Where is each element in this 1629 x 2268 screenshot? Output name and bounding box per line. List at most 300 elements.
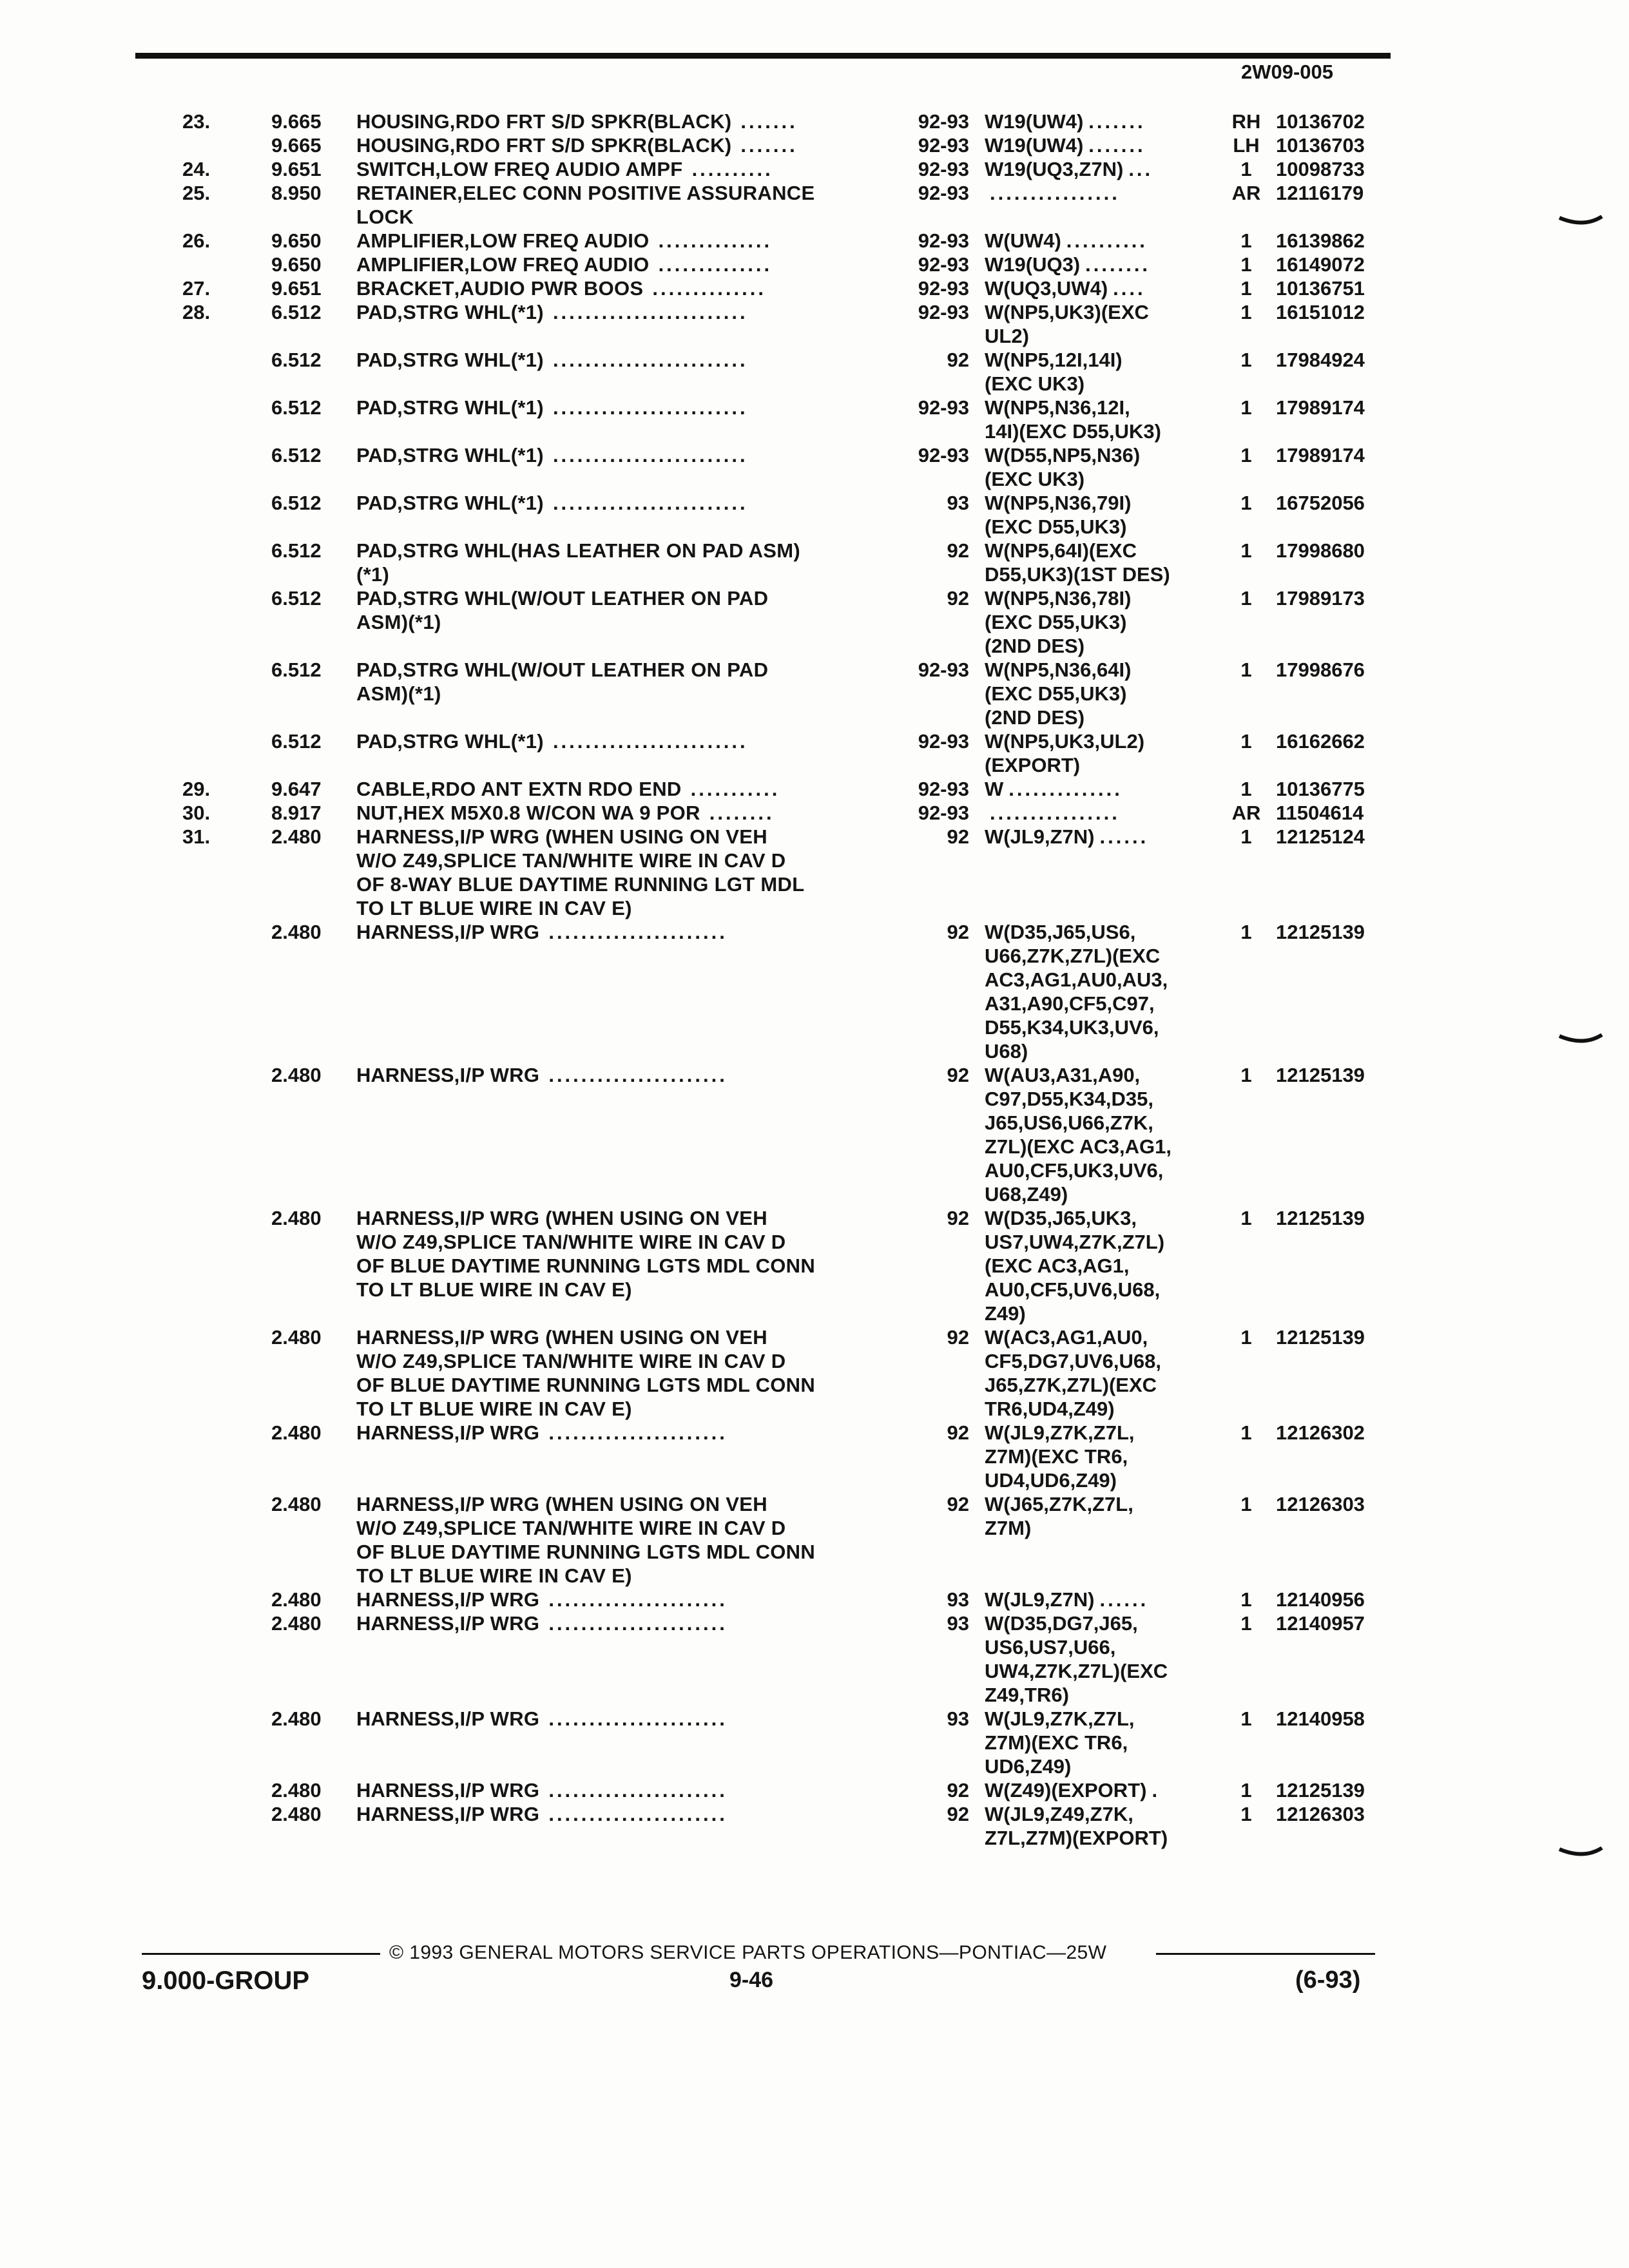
group-number: 9.651 (271, 158, 322, 180)
usage-text: W(NP5,N36,64I) (985, 658, 1132, 681)
parts-row (0, 539, 1629, 562)
part-name: HARNESS (356, 1779, 454, 1802)
part-description (356, 1707, 728, 1731)
part-description (356, 753, 365, 777)
usage-codes (985, 825, 1148, 849)
group-label: 9.000-GROUP (142, 1966, 310, 1995)
part-detail: ,STRG WHL(*1) (397, 396, 544, 419)
ref-number: 27. (182, 277, 211, 300)
part-number: 12126302 (1276, 1421, 1365, 1444)
part-detail: ,I/P WRG (WHEN USING ON VEH (454, 1326, 767, 1349)
part-name: PAD (356, 539, 398, 562)
group-number: 2.480 (271, 1588, 322, 1611)
group-number: 9.651 (271, 277, 322, 300)
part-detail: W/O Z49,SPLICE TAN/WHITE WIRE IN CAV D (356, 849, 786, 872)
page-number: 9-46 (729, 1968, 774, 1992)
group-number: 2.480 (271, 1421, 322, 1444)
parts-row (0, 1230, 1629, 1254)
part-description (356, 610, 450, 634)
part-description (356, 1802, 728, 1826)
part-name: HARNESS (356, 1207, 454, 1229)
part-description (356, 157, 773, 181)
usage-text: (EXC UK3) (985, 372, 1085, 395)
leader-dots: ................ (990, 182, 1120, 204)
leader-dots: .............. (1008, 778, 1123, 800)
top-rule (135, 53, 1391, 59)
usage-text: Z7L,Z7M)(EXPORT) (985, 1827, 1168, 1849)
part-description (356, 467, 365, 491)
part-number: 16149072 (1276, 253, 1365, 276)
part-description (356, 682, 450, 706)
parts-row (0, 706, 1629, 729)
part-description (356, 944, 365, 968)
model-years: 93 (947, 1612, 969, 1635)
part-detail: ,STRG WHL(*1) (397, 349, 544, 371)
parts-row (0, 181, 1629, 205)
parts-row (0, 253, 1629, 276)
part-detail: ,LOW FREQ AUDIO AMPF (435, 158, 683, 180)
part-name: PAD (356, 349, 398, 371)
parts-row (0, 1158, 1629, 1182)
usage-codes (985, 1325, 1153, 1349)
part-name: HARNESS (356, 1612, 454, 1635)
quantity: 1 (1240, 921, 1252, 943)
part-detail: ,RDO FRT S/D SPKR(BLACK) (449, 110, 732, 133)
quantity: 1 (1240, 825, 1252, 848)
part-number: 16151012 (1276, 301, 1365, 323)
usage-codes (985, 515, 1132, 539)
group-number: 2.480 (271, 1207, 322, 1229)
usage-codes (985, 1397, 1120, 1421)
usage-text: W(NP5,N36,78I) (985, 587, 1132, 610)
parts-row (0, 1206, 1629, 1230)
part-number: 17984924 (1276, 349, 1365, 371)
quantity: 1 (1240, 1707, 1252, 1730)
parts-row (0, 157, 1629, 181)
parts-row (0, 1731, 1629, 1754)
parts-row (0, 1325, 1629, 1349)
part-description (356, 658, 777, 682)
ref-number: 31. (182, 825, 211, 848)
part-detail: ,RDO FRT S/D SPKR(BLACK) (449, 134, 732, 157)
part-description (356, 1039, 365, 1063)
leader-dots: ...................... (548, 1612, 728, 1635)
usage-text: U66,Z7K,Z7L)(EXC (985, 945, 1161, 967)
part-description (356, 1492, 776, 1516)
leader-dots: ....... (740, 134, 798, 157)
usage-codes (985, 944, 1165, 968)
part-description (356, 1254, 824, 1278)
part-detail: ,HEX M5X0.8 W/CON WA 9 POR (397, 802, 700, 824)
model-years: 92 (947, 1064, 969, 1086)
usage-codes (985, 1588, 1148, 1611)
quantity: 1 (1240, 1588, 1252, 1611)
part-number: 12126303 (1276, 1493, 1365, 1515)
quantity: 1 (1240, 539, 1252, 562)
footer-rule-right (1156, 1953, 1375, 1955)
group-number: 6.512 (271, 587, 322, 610)
usage-text: (EXC UK3) (985, 468, 1085, 490)
part-description (356, 1468, 365, 1492)
quantity: 1 (1240, 1421, 1252, 1444)
usage-codes (985, 1206, 1142, 1230)
leader-dots: ........................ (552, 301, 748, 323)
usage-codes (985, 229, 1148, 253)
model-years: 92 (947, 1493, 969, 1515)
part-description (356, 1564, 641, 1588)
leader-dots: ........................ (552, 396, 748, 419)
model-years: 92 (947, 921, 969, 943)
usage-codes (985, 1039, 1033, 1063)
quantity: 1 (1240, 349, 1252, 371)
parts-row (0, 825, 1629, 849)
part-description (356, 825, 776, 849)
leader-dots: ...................... (548, 1064, 728, 1086)
usage-text: W(NP5,N36,12I, (985, 396, 1130, 419)
part-description (356, 1302, 365, 1325)
part-number: 17989173 (1276, 587, 1365, 610)
usage-codes (985, 1659, 1173, 1683)
part-number: 10136702 (1276, 110, 1365, 133)
part-name: HOUSING (356, 110, 450, 133)
quantity: AR (1231, 802, 1261, 824)
usage-codes (985, 181, 1120, 205)
usage-codes (985, 777, 1123, 801)
parts-row (0, 1015, 1629, 1039)
parts-row (0, 1564, 1629, 1588)
leader-dots: .... (1113, 277, 1146, 300)
parts-row (0, 682, 1629, 706)
part-name: HARNESS (356, 1064, 454, 1086)
parts-row (0, 1492, 1629, 1516)
parts-row (0, 1302, 1629, 1325)
part-detail: ,STRG WHL(*1) (397, 301, 544, 323)
parts-row (0, 658, 1629, 682)
part-name: AMPLIFIER (356, 229, 465, 252)
usage-codes (985, 992, 1160, 1015)
model-years: 92 (947, 825, 969, 848)
parts-row (0, 992, 1629, 1015)
part-detail: OF BLUE DAYTIME RUNNING LGTS MDL CONN (356, 1374, 816, 1396)
part-description (356, 419, 365, 443)
quantity: 1 (1240, 1493, 1252, 1515)
usage-text: W(Z49)(EXPORT) (985, 1779, 1147, 1802)
quantity: 1 (1240, 277, 1252, 300)
parts-row (0, 1349, 1629, 1373)
leader-dots: . (1152, 1779, 1161, 1802)
usage-codes (985, 1373, 1162, 1397)
parts-row (0, 348, 1629, 372)
usage-codes (985, 1278, 1165, 1302)
usage-text: UL2) (985, 325, 1029, 347)
parts-row (0, 944, 1629, 968)
group-number: 2.480 (271, 1493, 322, 1515)
part-detail: ,RDO ANT EXTN RDO END (425, 778, 682, 800)
part-detail: W/O Z49,SPLICE TAN/WHITE WIRE IN CAV D (356, 1231, 786, 1253)
part-description (356, 801, 775, 825)
usage-text: W19(UW4) (985, 110, 1084, 133)
leader-dots: ........ (1085, 253, 1151, 276)
part-name: BRACKET (356, 277, 454, 300)
leader-dots: ........................ (552, 349, 748, 371)
part-number: 17989174 (1276, 396, 1365, 419)
group-number: 6.512 (271, 349, 322, 371)
usage-codes (985, 896, 990, 920)
usage-codes (985, 1087, 1159, 1111)
usage-codes (985, 586, 1136, 610)
part-description (356, 1373, 824, 1397)
part-description (356, 396, 748, 419)
model-years: 92-93 (918, 277, 969, 300)
usage-codes (985, 849, 990, 872)
quantity: 1 (1240, 1612, 1252, 1635)
usage-codes (985, 1063, 1145, 1087)
usage-text: W(AU3,A31,A90, (985, 1064, 1141, 1086)
parts-row (0, 1182, 1629, 1206)
usage-text: W(NP5,12I,14I) (985, 349, 1123, 371)
usage-codes (985, 1778, 1160, 1802)
part-number: 11504614 (1276, 802, 1364, 824)
leader-dots: ...... (1099, 1588, 1149, 1611)
parts-row (0, 1421, 1629, 1445)
parts-row (0, 849, 1629, 872)
model-years: 92-93 (918, 134, 969, 157)
usage-text: 14I)(EXC D55,UK3) (985, 420, 1161, 443)
part-description (356, 1111, 365, 1135)
part-description (356, 300, 748, 324)
parts-table (0, 110, 1629, 1850)
usage-text: W(JL9,Z7N) (985, 1588, 1095, 1611)
part-number: 16752056 (1276, 492, 1365, 514)
ref-number: 26. (182, 229, 211, 252)
part-description (356, 1063, 728, 1087)
group-number: 2.480 (271, 921, 322, 943)
part-detail: ASM)(*1) (356, 611, 441, 633)
part-description (356, 872, 813, 896)
usage-text: A31,A90,CF5,C97, (985, 992, 1155, 1015)
model-years: 92-93 (918, 301, 969, 323)
usage-text: W(NP5,UK3)(EXC (985, 301, 1149, 323)
part-description (356, 253, 772, 276)
usage-codes (985, 872, 990, 896)
parts-row (0, 491, 1629, 515)
quantity: 1 (1240, 301, 1252, 323)
model-years: 93 (947, 492, 969, 514)
usage-text: W(D35,DG7,J65, (985, 1612, 1138, 1635)
usage-text: Z49,TR6) (985, 1684, 1069, 1706)
parts-row (0, 1111, 1629, 1135)
part-description (356, 1278, 641, 1302)
usage-codes (985, 920, 1141, 944)
part-detail: TO LT BLUE WIRE IN CAV E) (356, 897, 632, 919)
leader-dots: ...................... (548, 1588, 728, 1611)
parts-row (0, 777, 1629, 801)
usage-text: J65,Z7K,Z7L)(EXC (985, 1374, 1157, 1396)
part-description (356, 1421, 728, 1445)
parts-row (0, 634, 1629, 658)
usage-text: W(J65,Z7K,Z7L, (985, 1493, 1133, 1515)
usage-codes (985, 396, 1135, 419)
usage-text: W(D35,J65,UK3, (985, 1207, 1137, 1229)
parts-row (0, 968, 1629, 992)
usage-codes (985, 706, 1090, 729)
part-description (356, 634, 365, 658)
usage-text: W19(UQ3,Z7N) (985, 158, 1124, 180)
part-detail: ,STRG WHL(W/OUT LEATHER ON PAD (397, 658, 769, 681)
usage-text: W(JL9,Z7K,Z7L, (985, 1707, 1135, 1730)
usage-text: W(D55,NP5,N36) (985, 444, 1141, 466)
parts-row (0, 1588, 1629, 1611)
leader-dots: ....... (740, 110, 798, 133)
revision-date: (6-93) (1295, 1966, 1361, 1994)
usage-text: UW4,Z7K,Z7L)(EXC (985, 1660, 1168, 1682)
usage-codes (985, 1302, 1031, 1325)
quantity: 1 (1240, 1803, 1252, 1825)
ref-number: 24. (182, 158, 211, 180)
usage-text: AU0,CF5,UV6,U68, (985, 1278, 1161, 1301)
model-years: 92 (947, 1803, 969, 1825)
part-description (356, 1778, 728, 1802)
quantity: 1 (1240, 1064, 1252, 1086)
part-detail: ,I/P WRG (454, 921, 540, 943)
part-number: 12116179 (1276, 182, 1364, 204)
leader-dots: ...................... (548, 1803, 728, 1825)
model-years: 92 (947, 1326, 969, 1349)
part-number: 12125139 (1276, 1326, 1365, 1349)
leader-dots: ........... (690, 778, 780, 800)
part-number: 10136703 (1276, 134, 1365, 157)
usage-codes (985, 324, 1034, 348)
part-number: 17989174 (1276, 444, 1365, 466)
part-detail: OF 8-WAY BLUE DAYTIME RUNNING LGT MDL (356, 873, 805, 896)
group-number: 6.512 (271, 396, 322, 419)
ref-number: 29. (182, 778, 211, 800)
copyright-notice: © 1993 GENERAL MOTORS SERVICE PARTS OPERATIONS—PONTIAC—25W (389, 1942, 1107, 1963)
parts-row (0, 1540, 1629, 1564)
usage-text: (EXC D55,UK3) (985, 682, 1127, 705)
usage-text: W(UQ3,UW4) (985, 277, 1108, 300)
part-name: AMPLIFIER (356, 253, 465, 276)
leader-dots: .............. (658, 229, 773, 252)
usage-codes (985, 1516, 1036, 1540)
part-detail: ,I/P WRG (WHEN USING ON VEH (454, 1493, 767, 1515)
parts-row (0, 1635, 1629, 1659)
part-number: 10136751 (1276, 277, 1365, 300)
usage-codes (985, 1754, 1076, 1778)
usage-codes (985, 634, 1090, 658)
usage-text: (2ND DES) (985, 706, 1085, 729)
usage-codes (985, 157, 1153, 181)
usage-text: W(NP5,64I)(EXC (985, 539, 1137, 562)
parts-row (0, 1826, 1629, 1850)
group-number: 9.665 (271, 134, 322, 157)
part-description (356, 992, 365, 1015)
model-years: 92-93 (918, 802, 969, 824)
part-name: HARNESS (356, 1493, 454, 1515)
part-name: HARNESS (356, 1326, 454, 1349)
part-name: HARNESS (356, 1707, 454, 1730)
page-code: 2W09-005 (1241, 61, 1334, 83)
model-years: 92-93 (918, 253, 969, 276)
part-name: HARNESS (356, 1803, 454, 1825)
part-description (356, 1754, 365, 1778)
usage-codes (985, 491, 1136, 515)
usage-codes (985, 300, 1154, 324)
quantity: 1 (1240, 730, 1252, 753)
part-description (356, 1158, 365, 1182)
part-detail: W/O Z49,SPLICE TAN/WHITE WIRE IN CAV D (356, 1350, 786, 1372)
usage-text: CF5,DG7,UV6,U68, (985, 1350, 1161, 1372)
quantity: 1 (1240, 396, 1252, 419)
model-years: 92-93 (918, 444, 969, 466)
usage-text: UD6,Z49) (985, 1755, 1072, 1778)
part-detail: ,LOW FREQ AUDIO (464, 253, 650, 276)
part-description (356, 133, 798, 157)
usage-codes (985, 682, 1132, 706)
model-years: 92-93 (918, 182, 969, 204)
parts-row (0, 443, 1629, 467)
parts-row (0, 1707, 1629, 1731)
usage-codes (985, 419, 1166, 443)
part-detail: OF BLUE DAYTIME RUNNING LGTS MDL CONN (356, 1254, 816, 1277)
part-detail: ,I/P WRG (WHEN USING ON VEH (454, 1207, 767, 1229)
part-name: NUT (356, 802, 398, 824)
model-years: 92-93 (918, 658, 969, 681)
part-description (356, 1397, 641, 1421)
part-name: HOUSING (356, 134, 450, 157)
part-description (356, 1611, 728, 1635)
usage-codes (985, 1564, 990, 1588)
parts-row (0, 1683, 1629, 1707)
usage-text: D55,K34,UK3,UV6, (985, 1016, 1159, 1039)
usage-text: W(NP5,N36,79I) (985, 492, 1132, 514)
part-description (356, 562, 398, 586)
usage-text: W(JL9,Z49,Z7K, (985, 1803, 1133, 1825)
parts-row (0, 1516, 1629, 1540)
part-name: CABLE (356, 778, 425, 800)
group-number: 9.650 (271, 229, 322, 252)
part-description (356, 1588, 728, 1611)
part-detail: ,I/P WRG (454, 1421, 540, 1444)
part-number: 12125124 (1276, 825, 1365, 848)
group-number: 2.480 (271, 1326, 322, 1349)
group-number: 6.512 (271, 730, 322, 753)
part-number: 10136775 (1276, 778, 1365, 800)
model-years: 92-93 (918, 396, 969, 419)
part-description (356, 515, 365, 539)
usage-codes (985, 205, 990, 229)
usage-codes (985, 1683, 1074, 1707)
usage-codes (985, 443, 1145, 467)
part-description (356, 1182, 365, 1206)
usage-codes (985, 1731, 1133, 1754)
leader-dots: .............. (658, 253, 773, 276)
part-name: PAD (356, 301, 398, 323)
group-number: 9.650 (271, 253, 322, 276)
usage-codes (985, 539, 1142, 562)
part-name: PAD (356, 492, 398, 514)
leader-dots: ...................... (548, 921, 728, 943)
usage-text: US6,US7,U66, (985, 1636, 1116, 1658)
part-description (356, 777, 780, 801)
parts-row (0, 729, 1629, 753)
part-number: 12140956 (1276, 1588, 1365, 1611)
quantity: RH (1231, 110, 1261, 133)
usage-text: Z7M)(EXC TR6, (985, 1445, 1128, 1468)
usage-text: D55,UK3)(1ST DES) (985, 563, 1170, 586)
usage-codes (985, 1135, 1177, 1158)
usage-text: W(D35,J65,US6, (985, 921, 1136, 943)
